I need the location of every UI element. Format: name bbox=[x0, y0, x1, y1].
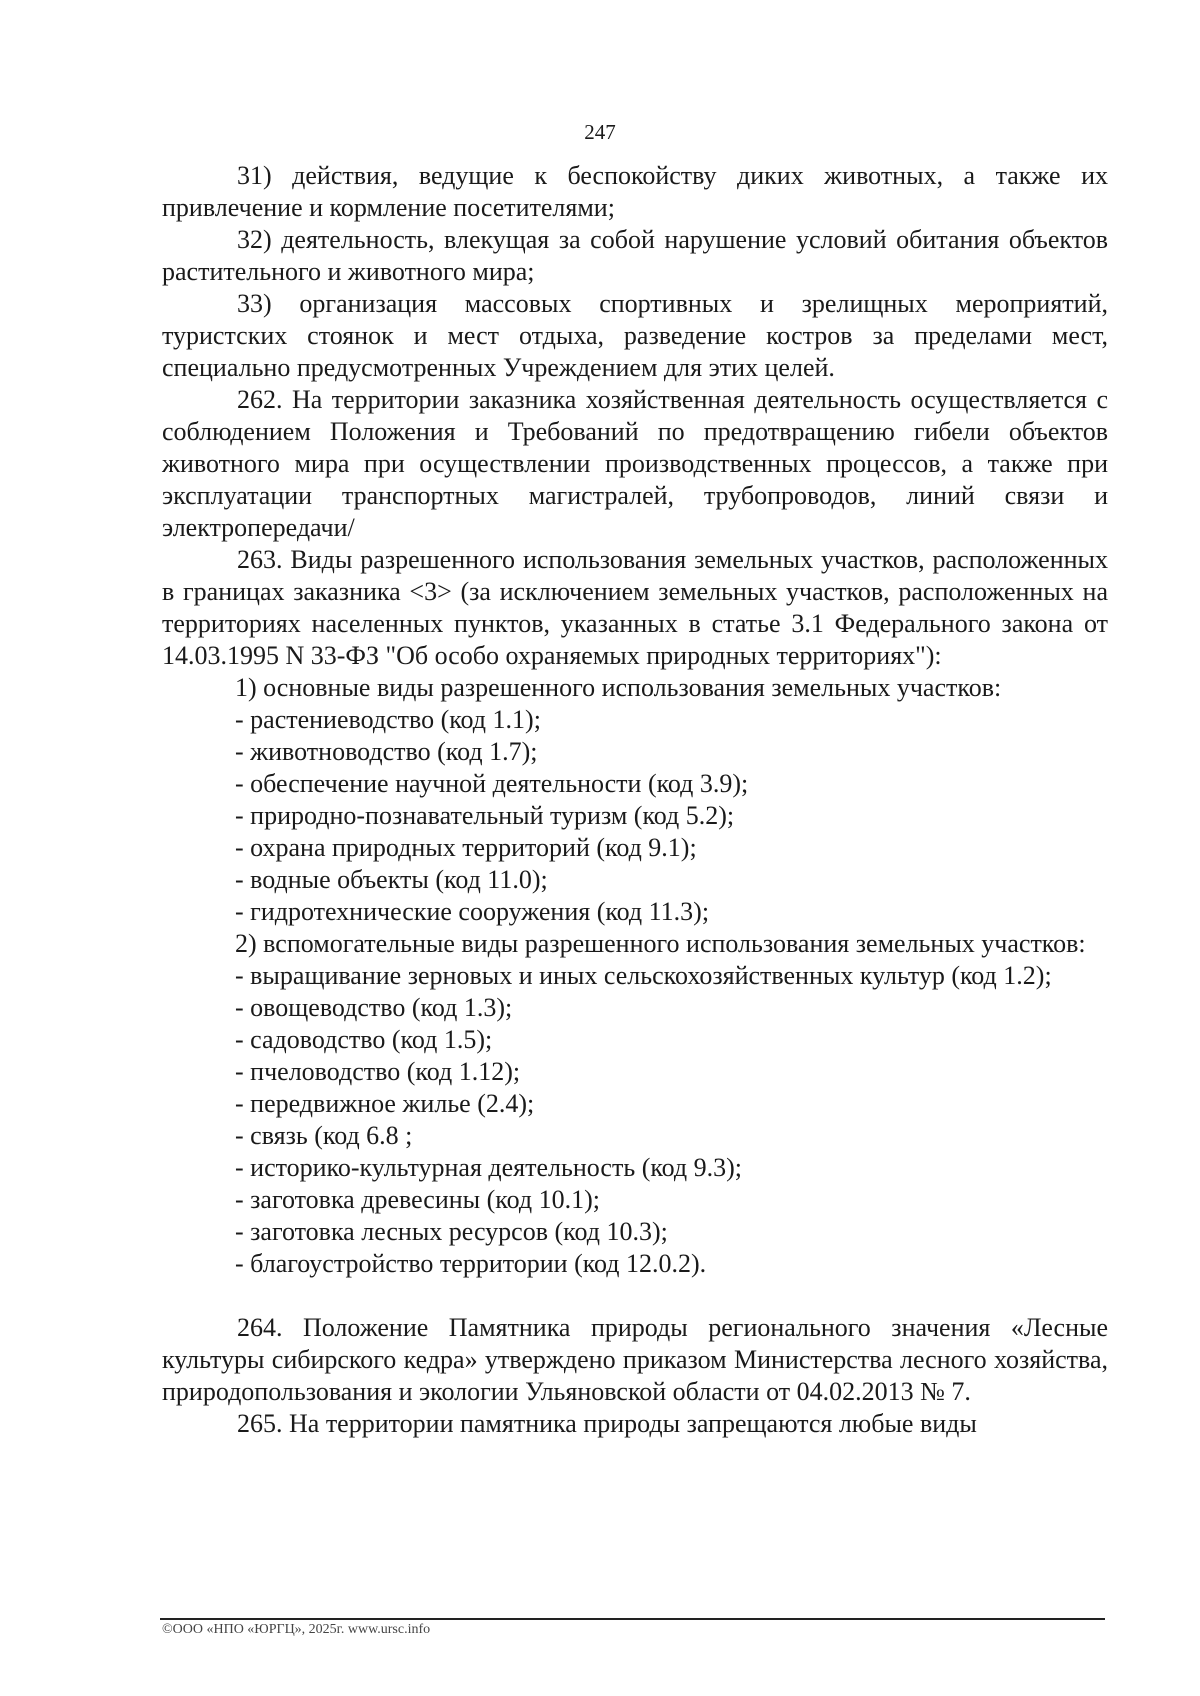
footer-divider bbox=[160, 1618, 1105, 1620]
list-item: - обеспечение научной деятельности (код 3.9); bbox=[235, 769, 749, 798]
document-body bbox=[162, 160, 1108, 1440]
paragraph-263: 263. Виды разрешенного использования земельных участков, расположенных в границах заказника <3> (за исключением земельных участков, расположенных на территориях населенных пунктов, указанных в статье 3.1 Федерального закона от 14.03.1995 N 33-ФЗ "Об особо охраняемых природных территориях"): bbox=[162, 545, 1108, 670]
list-item: - водные объекты (код 11.0); bbox=[235, 865, 548, 894]
list-item: - связь (код 6.8 ; bbox=[235, 1121, 413, 1150]
paragraph-262: 262. На территории заказника хозяйственная деятельность осуществляется с соблюдением Положения и Требований по предотвращению гибели объектов животного мира при осуществлении производственных процессов, а также при эксплуатации транспортных магистралей, трубопроводов, линий связи и электропередачи/ bbox=[162, 385, 1108, 542]
list-item: - животноводство (код 1.7); bbox=[235, 737, 538, 766]
paragraph-264: 264. Положение Памятника природы регионального значения «Лесные культуры сибирского кедра» утверждено приказом Министерства лесного хозяйства, природопользования и экологии Ульяновской области от 04.02.2013 № 7. bbox=[162, 1313, 1108, 1406]
list-item: - растениеводство (код 1.1); bbox=[235, 705, 541, 734]
list-item: - овощеводство (код 1.3); bbox=[235, 993, 513, 1022]
list-item: - гидротехнические сооружения (код 11.3); bbox=[235, 897, 710, 926]
list-item: - заготовка лесных ресурсов (код 10.3); bbox=[235, 1217, 668, 1246]
blank-line bbox=[162, 1280, 1108, 1312]
paragraph-32: 32) деятельность, влекущая за собой нарушение условий обитания объектов растительного и животного мира; bbox=[162, 225, 1108, 286]
paragraph-33: 33) организация массовых спортивных и зрелищных мероприятий, туристских стоянок и мест отдыха, разведение костров за пределами мест, специально предусмотренных Учреждением для этих целей. bbox=[162, 289, 1108, 382]
list-item: - садоводство (код 1.5); bbox=[235, 1025, 493, 1054]
list-item: - благоустройство территории (код 12.0.2). bbox=[235, 1249, 707, 1278]
list-item: - пчеловодство (код 1.12); bbox=[235, 1057, 521, 1086]
footer-copyright: ©ООО «НПО «ЮРГЦ», 2025г. www.ursc.info bbox=[162, 1622, 431, 1637]
list-item: - историко-культурная деятельность (код 9.3); bbox=[235, 1153, 743, 1182]
paragraph-265: 265. На территории памятника природы запрещаются любые виды bbox=[237, 1409, 977, 1438]
list-item: - заготовка древесины (код 10.1); bbox=[235, 1185, 600, 1214]
paragraph-31: 31) действия, ведущие к беспокойству диких животных, а также их привлечение и кормление посетителями; bbox=[162, 161, 1108, 222]
main-uses-heading: 1) основные виды разрешенного использования земельных участков: bbox=[235, 673, 1002, 702]
list-item: - передвижное жилье (2.4); bbox=[235, 1089, 535, 1118]
aux-uses-heading: 2) вспомогательные виды разрешенного использования земельных участков: bbox=[235, 929, 1086, 958]
list-item: - выращивание зерновых и иных сельскохозяйственных культур (код 1.2); bbox=[235, 961, 1052, 990]
list-item: - природно-познавательный туризм (код 5.2); bbox=[235, 801, 735, 830]
page-number: 247 bbox=[584, 120, 616, 144]
land-use-list bbox=[162, 672, 1108, 1280]
list-item: - охрана природных территорий (код 9.1); bbox=[235, 833, 697, 862]
